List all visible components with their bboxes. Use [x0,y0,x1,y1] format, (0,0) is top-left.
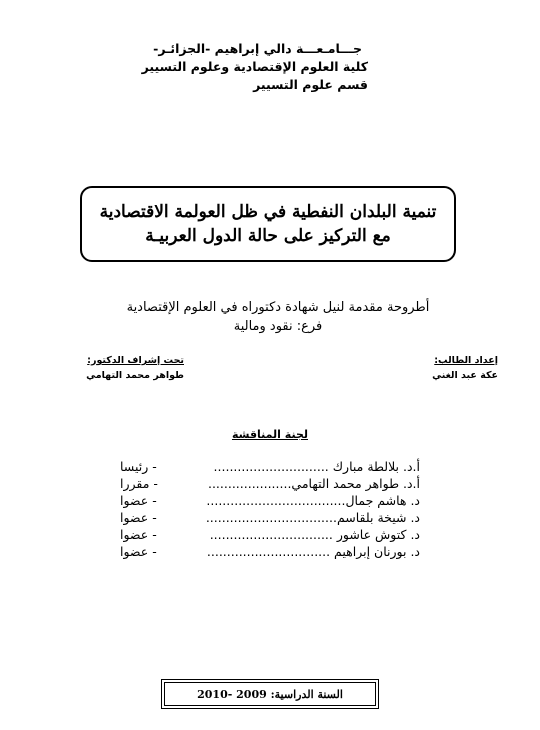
thesis-title-line-1: تنمية البلدان النفطية في ظل العولمة الاقتصادية [99,202,437,222]
supervisor-name: طواهر محمد التهامي [86,370,184,381]
member-role: - عضوا [120,527,157,542]
committee-member [120,492,420,509]
thesis-title-box [80,186,456,262]
thesis-title-line-2: مع التركيز على حالة الدول العربيـة [145,226,391,246]
committee-title: لجنة المناقشة [231,428,308,441]
member-name: أ.د. بلالطة مبارك ............................. [213,459,420,474]
thesis-description [108,298,448,336]
committee-list [120,458,420,560]
academic-year-box [164,682,376,706]
member-name: د. كتوش عاشور ............................... [209,527,420,542]
supervisor-block [86,353,184,383]
member-role: - عضوا [120,493,157,508]
university-name: جـــامـعـــة دالي إبراهيم -الجزائـر- [153,41,362,56]
committee-member [120,475,420,492]
member-name: أ.د. طواهر محمد التهامي..................... [207,476,420,491]
member-name: د. هاشم جمال................................... [206,493,420,508]
member-role: - عضوا [120,544,157,559]
supervisor-label: تحت إشراف الدكتور: [87,355,184,366]
specialization: فرع: نقود ومالية [233,319,323,334]
institution-header [128,40,368,94]
member-role: - رئيسا [120,459,157,474]
department-name: قسم علوم التسيير [253,77,368,92]
member-role: - عضوا [120,510,157,525]
committee-member [120,526,420,543]
committee-member [120,509,420,526]
student-name: عكة عبد الغني [432,370,498,381]
committee-member [120,458,420,475]
member-role: - مقررا [120,476,158,491]
prepared-by-label: إعداد الطالب: [434,355,498,366]
degree-statement: أطروحة مقدمة لنيل شهادة دكتوراه في العلوم الإقتصادية [126,300,430,315]
faculty-name: كلية العلوم الإقتصادية وعلوم التسيير [141,59,368,74]
committee-member [120,543,420,560]
prepared-by-block [432,353,498,383]
academic-year: السنة الدراسية: 2009 -2010 [197,687,343,701]
member-name: د. شيخة بلقاسم................................. [205,510,420,525]
member-name: د. بورنان إبراهيم ............................... [206,544,420,559]
